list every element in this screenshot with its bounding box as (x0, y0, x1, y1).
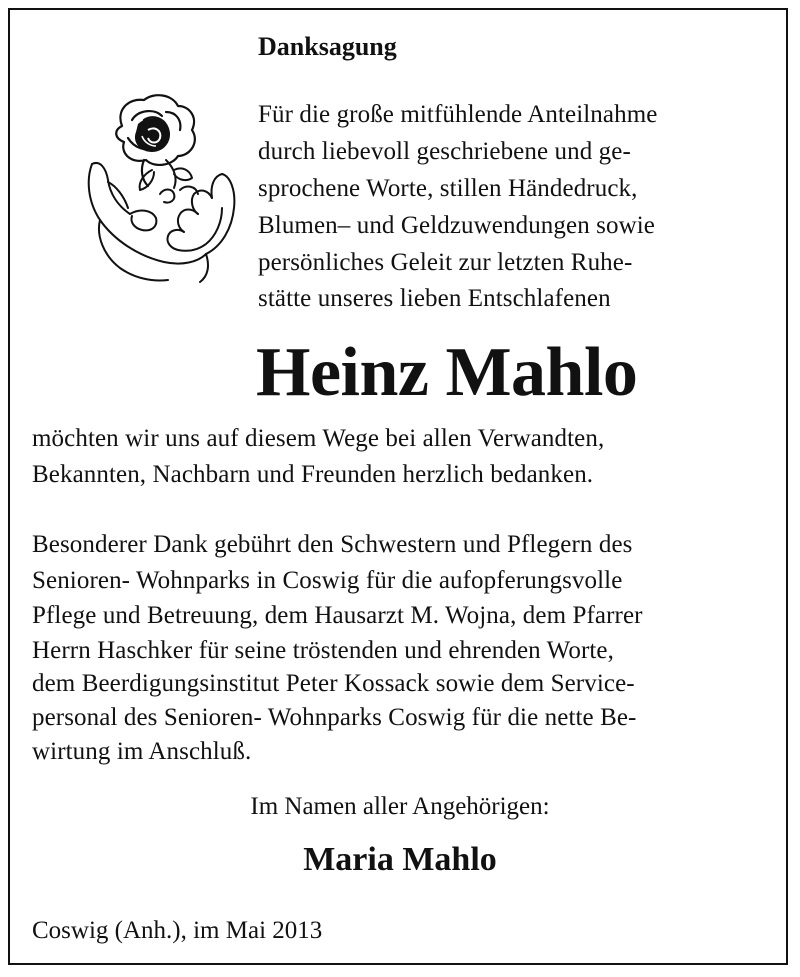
special-thanks-line: Herrn Haschker für seine tröstenden und ehrenden Worte, (32, 637, 614, 664)
signer-name: Maria Mahlo (303, 841, 497, 878)
special-thanks-line: dem Beerdigungsinstitut Peter Kossack sowie dem Service- (32, 670, 635, 697)
special-thanks-line: Senioren- Wohnparks in Coswig für die aufopferungsvolle (32, 567, 623, 594)
intro-line: sprochene Worte, stillen Händedruck, (258, 175, 638, 202)
intro-line: durch liebevoll geschriebene und ge- (258, 138, 631, 165)
intro-line: Für die große mitfühlende Anteilnahme (258, 101, 658, 128)
intro-line: persönliches Geleit zur letzten Ruhe- (258, 249, 633, 276)
thanks-line: möchten wir uns auf diesem Wege bei allen Verwandten, (32, 425, 605, 452)
place-date: Coswig (Anh.), im Mai 2013 (32, 917, 323, 944)
special-thanks-line: wirtung im Anschluß. (32, 738, 252, 765)
intro-line: Blumen– und Geldzuwendungen sowie (258, 212, 655, 239)
signoff-intro: Im Namen aller Angehörigen: (250, 793, 550, 820)
thanks-line: Bekannten, Nachbarn und Freunden herzlich bedanken. (32, 461, 594, 488)
rose-in-hands-icon (82, 90, 240, 290)
deceased-name: Heinz Mahlo (256, 334, 638, 411)
intro-line: stätte unseres lieben Entschlafenen (258, 285, 611, 312)
notice-heading: Danksagung (258, 32, 397, 61)
special-thanks-line: personal des Senioren- Wohnparks Coswig für die nette Be- (32, 704, 637, 731)
special-thanks-line: Besonderer Dank gebührt den Schwestern und Pflegern des (32, 531, 633, 558)
special-thanks-line: Pflege und Betreuung, dem Hausarzt M. Wojna, dem Pfarrer (32, 602, 643, 629)
